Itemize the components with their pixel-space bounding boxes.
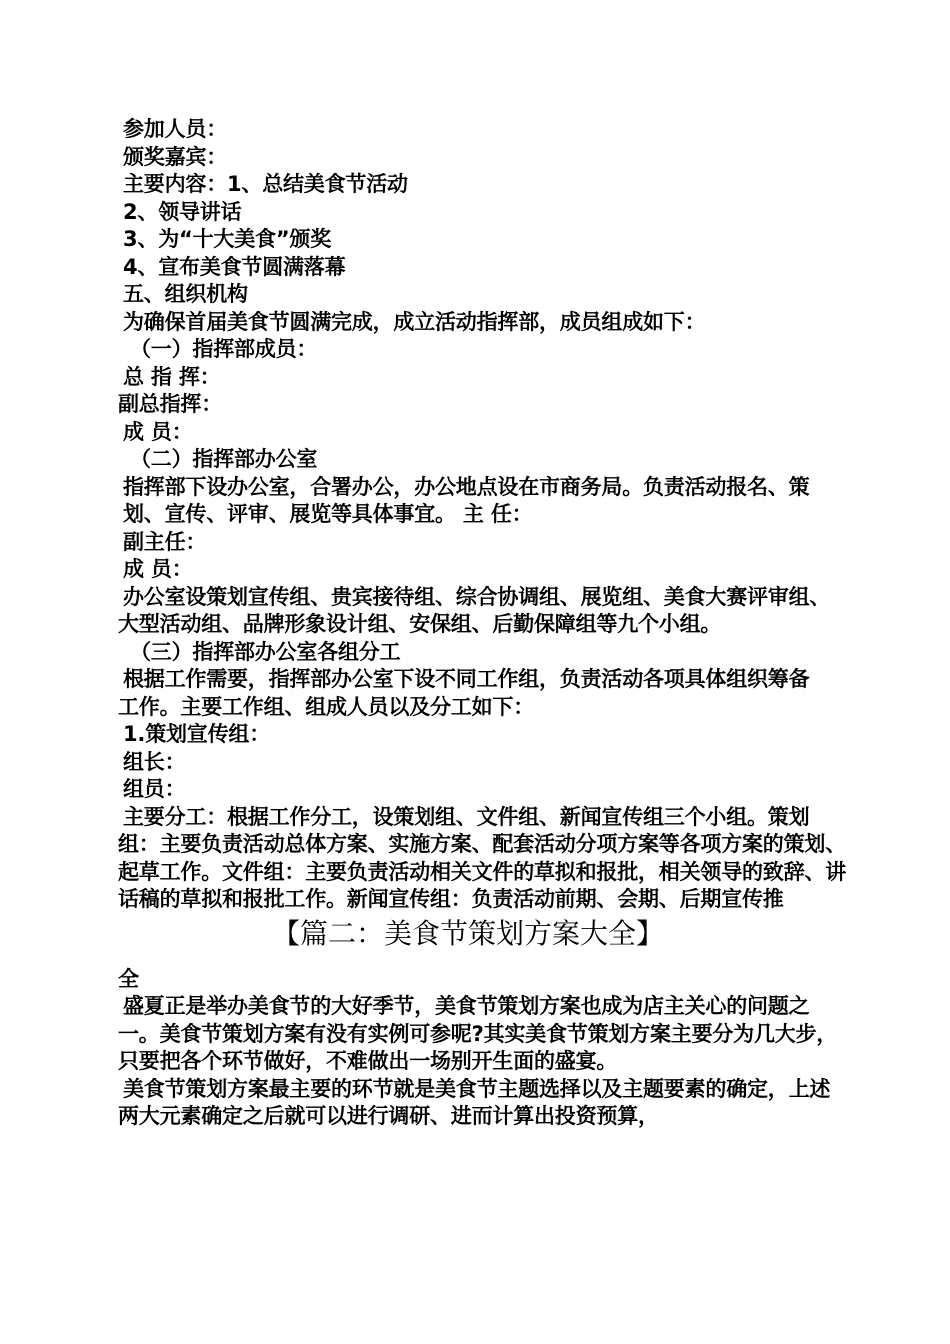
text-line: 副主任：	[123, 529, 207, 554]
text-line: 全	[118, 966, 139, 991]
paragraph-intro: 盛夏正是举办美食节的大好季节，美食节策划方案也成为店主关心的问题之一。美食节策划方案有没有实例可参呢?其实美食节策划方案主要分为几大步，只要把各个环节做好，不难做出一场别开生面的盛宴。	[118, 994, 838, 1073]
paragraph-groups: 办公室设策划宣传组、贵宾接待组、综合协调组、展览组、美食大赛评审组、大型活动组、品牌形象设计组、安保组、后勤保障组等九个小组。	[118, 584, 831, 636]
paragraph-work: 根据工作需要，指挥部办公室下设不同工作组，负责活动各项具体组织筹备工作。主要工作组、组成人员以及分工如下：	[118, 667, 810, 719]
subsection-heading: （二）指挥部办公室	[130, 447, 318, 471]
text-line: 成 员：	[123, 419, 193, 444]
text-line: 参加人员：	[123, 117, 227, 141]
text-line: 总 指 挥：	[123, 364, 221, 389]
text-line: 4、宣布美食节圆满落幕	[123, 254, 346, 279]
text-line: 3、为“十大美食”颁奖	[123, 227, 332, 251]
chapter-heading: 【篇二：美食节策划方案大全】	[271, 916, 664, 950]
paragraph-duty: 主要分工：根据工作分工，设策划组、文件组、新闻宣传组三个小组。策划组：主要负责活动总体方案、实施方案、配套活动分项方案等各项方案的策划、起草工作。文件组：主要负责活动相关文件的草拟和报批，相关领导的致辞、讲话稿的草拟和报批工作。新闻宣传组：负责活动前期、会期、后期宣传推	[118, 804, 846, 911]
text-line: 组员：	[123, 777, 186, 801]
paragraph-office: 指挥部下设办公室，合署办公，办公地点设在市商务局。负责活动报名、策划、宣传、评审、展览等具体事宜。 主 任：	[123, 474, 810, 526]
text-line: 组长：	[123, 749, 186, 774]
text-line: 主要内容：1、总结美食节活动	[123, 172, 408, 196]
text-line: 颁奖嘉宾：	[123, 144, 227, 169]
subsection-heading: （一）指挥部成员：	[130, 337, 318, 361]
text-line: 2、领导讲话	[123, 199, 242, 224]
paragraph-theme: 美食节策划方案最主要的环节就是美食节主题选择以及主题要素的确定，上述两大元素确定之后就可以进行调研、进而计算出投资预算，	[118, 1076, 831, 1128]
document-body	[118, 116, 858, 1131]
text-line: 为确保首届美食节圆满完成，成立活动指挥部，成员组成如下：	[123, 309, 706, 334]
subsection-heading: （三）指挥部办公室各组分工	[130, 639, 401, 664]
text-line: 副总指挥：	[118, 392, 222, 416]
section-heading: 五、组织机构	[123, 282, 248, 306]
text-line: 成 员：	[123, 557, 193, 581]
text-line: 1.策划宣传组：	[123, 722, 270, 746]
